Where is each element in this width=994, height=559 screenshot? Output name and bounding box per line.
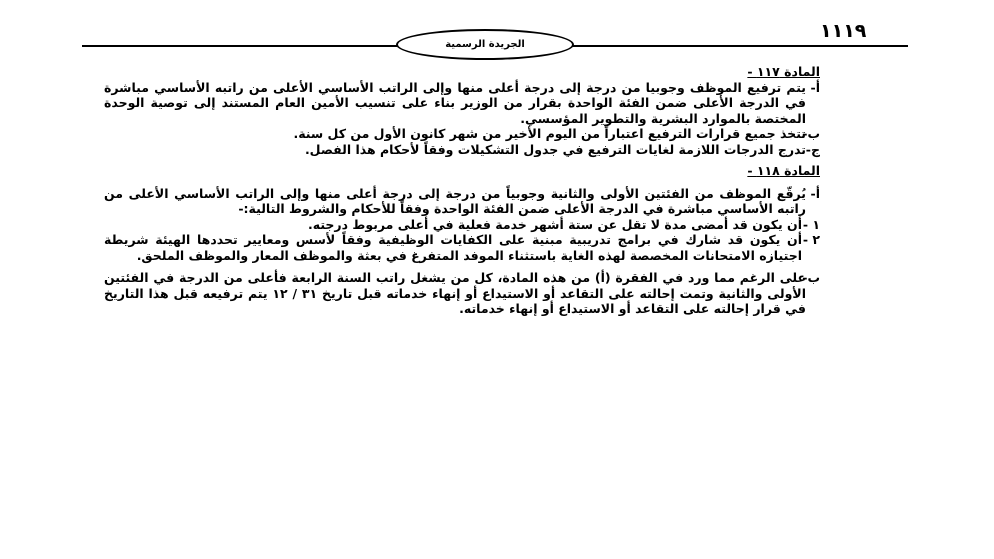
article-118-heading: المادة ١١٨ - bbox=[747, 163, 820, 178]
page-content bbox=[104, 64, 820, 323]
article-118-item-a bbox=[104, 186, 820, 217]
article-117-heading: المادة ١١٧ - bbox=[747, 64, 820, 79]
article-118-item-b bbox=[104, 270, 820, 317]
item-text: تدرج الدرجات اللازمة لغايات الترفيع في جدول التشكيلات وفقاً لأحكام هذا الفصل. bbox=[304, 141, 806, 157]
article-117-item-c bbox=[104, 142, 820, 158]
item-marker: أ- bbox=[810, 79, 820, 95]
publication-title-oval bbox=[396, 29, 574, 60]
spacer bbox=[104, 179, 820, 186]
article-117-item-b bbox=[104, 126, 820, 142]
article-118 bbox=[104, 163, 820, 317]
item-marker: ب- bbox=[802, 270, 820, 285]
article-117-item-a bbox=[104, 80, 820, 127]
page-number: ١١١٩ bbox=[820, 20, 867, 42]
article-118-subitem-2 bbox=[104, 232, 820, 263]
item-text: يتم ترفيع الموظف وجوبيا من درجة إلى درجة أعلى منها وإلى الراتب الأساسي الأعلى من راتبه الأساسي مباشرة في الدرجة الأعلى ضمن الفئة الواحدة بقرار من الوزير بناء على تنسيب الأمين العام المستند إلى توصية الوحدة المختصة بالموارد البشرية والتطوير المؤسسي. bbox=[104, 79, 806, 126]
item-marker: ج- bbox=[805, 141, 820, 157]
item-marker: أ- bbox=[810, 185, 820, 201]
article-117 bbox=[104, 64, 820, 157]
item-text: تتخذ جميع قرارات الترفيع اعتباراً من اليوم الأخير من شهر كانون الأول من كل سنة. bbox=[293, 126, 806, 141]
item-marker: ب- bbox=[802, 126, 820, 141]
item-text: على الرغم مما ورد في الفقرة (أ) من هذه المادة، كل من يشغل راتب السنة الرابعة فأعلى من الدرجة في الفئتين الأولى والثانية وتمت إحالته على التقاعد أو الاستيداع أو إنهاء خدماته قبل تاريخ ٣١ / ١٢ يتم ترفيعه قبل هذا التاريخ في قرار إحالته على التقاعد أو الاستيداع أو إنهاء خدماته. bbox=[104, 270, 806, 316]
subitem-text: أن يكون قد شارك في برامج تدريبية مبنية على الكفايات الوظيفية وفقاً لأسس ومعايير تحددها الهيئة شريطة اجتيازه الامتحانات المخصصة لهذه الغاية باستثناء الموفد المتفرغ في بعثة والموظف المعار والموظف الملحق. bbox=[104, 232, 802, 263]
spacer bbox=[104, 263, 820, 270]
article-118-subitem-1 bbox=[104, 217, 820, 233]
subitem-marker: ٢ - bbox=[802, 232, 820, 247]
subitem-text: أن يكون قد أمضى مدة لا تقل عن ستة أشهر خدمة فعلية في أعلى مربوط درجته. bbox=[307, 216, 802, 232]
item-text: يُرقّع الموظف من الفئتين الأولى والثانية وجوبياً من درجة إلى درجة أعلى منها وإلى الراتب الأساسي الأعلى من راتبه الأساسي مباشرة في الدرجة الأعلى ضمن الفئة الواحدة وفقاً للأحكام والشروط التالية:- bbox=[104, 185, 806, 216]
subitem-marker: ١ - bbox=[802, 216, 820, 232]
publication-title: الجريدة الرسمية bbox=[445, 39, 525, 50]
